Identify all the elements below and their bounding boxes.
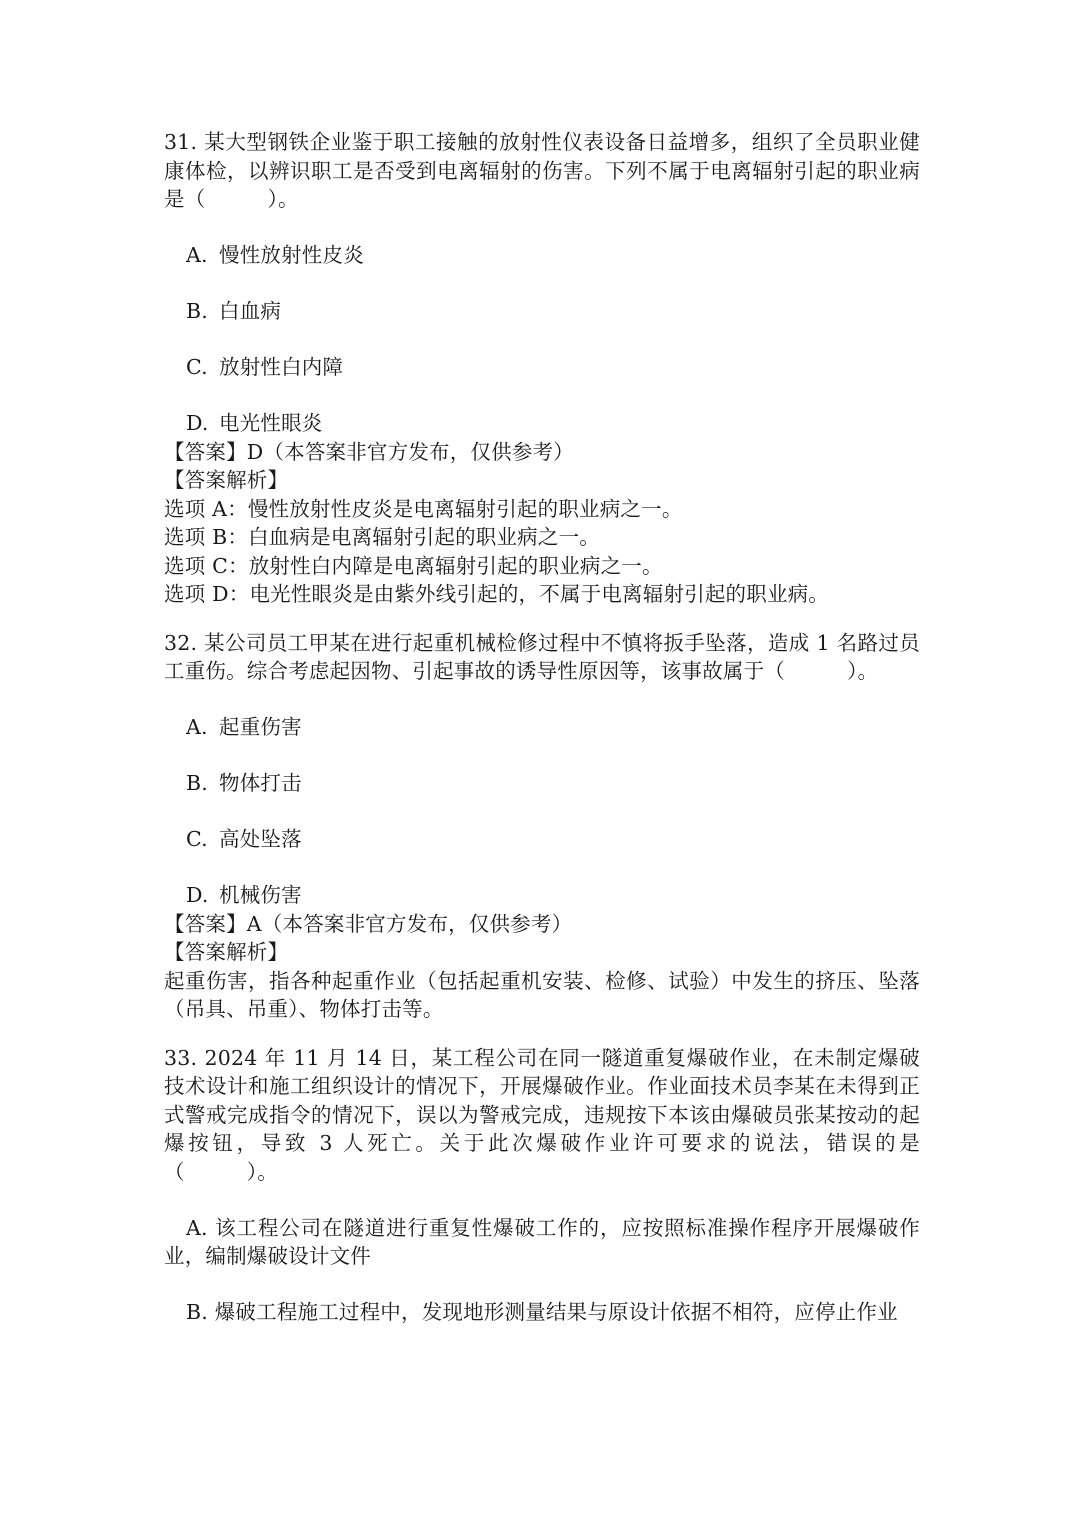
- option-c: [164, 353, 920, 382]
- question-32: [164, 629, 920, 1024]
- option-text: 放射性白内障: [219, 355, 344, 379]
- option-a: [164, 241, 920, 270]
- option-text: 物体打击: [219, 771, 302, 795]
- option-label: B.: [186, 299, 208, 323]
- question-stem: 31. 某大型钢铁企业鉴于职工接触的放射性仪表设备日益增多，组织了全员职业健康体检，以辨识职工是否受到电离辐射的伤害。下列不属于电离辐射引起的职业病是（ ）。: [164, 130, 920, 211]
- question-31: [164, 128, 920, 609]
- explanation-line: 选项 D：电光性眼炎是由紫外线引起的，不属于电离辐射引起的职业病。: [164, 582, 830, 606]
- option-a: A. 该工程公司在隧道进行重复性爆破工作的，应按照标准操作程序开展爆破作业，编制爆破设计文件: [164, 1215, 920, 1268]
- option-label: D.: [186, 411, 209, 435]
- document-page: [164, 128, 920, 1327]
- option-label: A.: [186, 243, 208, 267]
- option-d: [164, 409, 920, 438]
- explanation-heading: 【答案解析】: [164, 468, 289, 492]
- option-b: [164, 769, 920, 798]
- option-text: 电光性眼炎: [219, 411, 323, 435]
- option-b: B. 爆破工程施工过程中，发现地形测量结果与原设计依据不相符，应停止作业: [186, 1300, 898, 1324]
- answer-line: 【答案】A（本答案非官方发布，仅供参考）: [164, 911, 573, 936]
- option-b: [164, 297, 920, 326]
- option-label: C.: [186, 355, 208, 379]
- option-label: A.: [186, 715, 208, 739]
- answer-line: 【答案】D（本答案非官方发布，仅供参考）: [164, 439, 574, 464]
- question-stem: 32. 某公司员工甲某在进行起重机械检修过程中不慎将扳手坠落，造成 1 名路过员工重伤。综合考虑起因物、引起事故的诱导性原因等，该事故属于（ ）。: [164, 630, 920, 683]
- option-d: [164, 881, 920, 910]
- explanation-line: 选项 C：放射性白内障是电离辐射引起的职业病之一。: [164, 553, 663, 578]
- explanation-line: 选项 B：白血病是电离辐射引起的职业病之一。: [164, 525, 600, 549]
- option-text: 高处坠落: [219, 827, 302, 851]
- explanation-line: 起重伤害，指各种起重作业（包括起重机安装、检修、试验）中发生的挤压、坠落（吊具、吊重）、物体打击等。: [164, 968, 920, 1021]
- option-c: [164, 825, 920, 854]
- explanation-line: 选项 A：慢性放射性皮炎是电离辐射引起的职业病之一。: [164, 496, 683, 521]
- option-text: 白血病: [219, 299, 282, 323]
- option-text: 起重伤害: [219, 715, 302, 739]
- option-a: [164, 713, 920, 742]
- option-label: B.: [186, 771, 208, 795]
- option-label: C.: [186, 827, 208, 851]
- option-text: 机械伤害: [219, 883, 302, 907]
- option-label: D.: [186, 883, 209, 907]
- explanation-heading: 【答案解析】: [164, 940, 289, 964]
- question-stem: 33. 2024 年 11 月 14 日，某工程公司在同一隧道重复爆破作业，在未制定爆破技术设计和施工组织设计的情况下，开展爆破作业。作业面技术员李某在未得到正式警戒完成指令的情况下，误以为警戒完成，违规按下本该由爆破员张某按动的起爆按钮，导致 3 人死亡。关于此次爆破作业许可要求的说法，错误的是（ ）。: [164, 1045, 920, 1184]
- question-33: [164, 1044, 920, 1327]
- option-text: 慢性放射性皮炎: [219, 243, 364, 267]
